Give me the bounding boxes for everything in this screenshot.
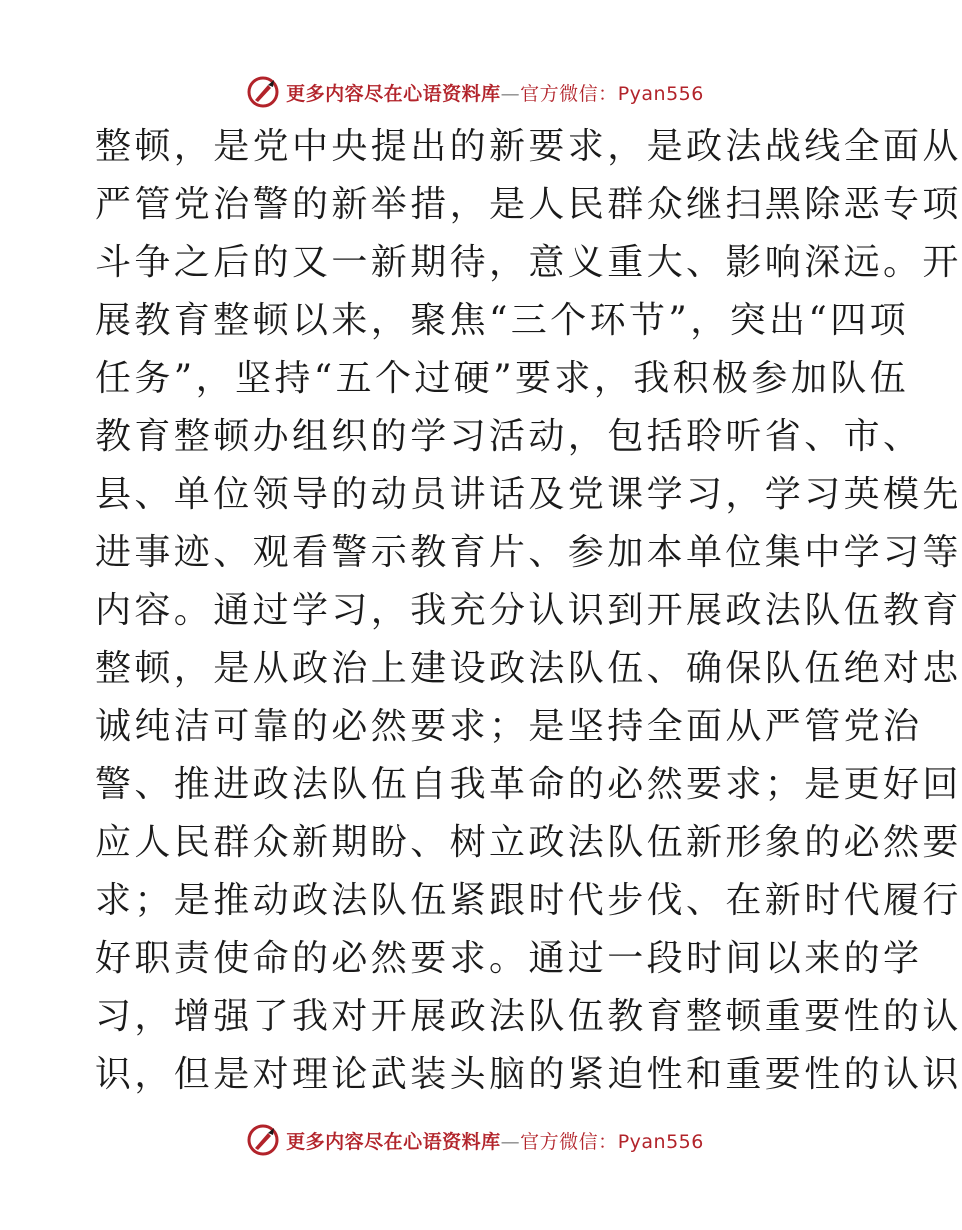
footer-banner [0, 1118, 950, 1162]
body-line: 进事迹、观看警示教育片、参加本单位集中学习等 [95, 532, 962, 573]
body-line: 整顿，是从政治上建设政法队伍、确保队伍绝对忠 [95, 648, 962, 689]
body-line: 警、推进政法队伍自我革命的必然要求；是更好回 [95, 764, 962, 805]
body-line: 教育整顿办组织的学习活动，包括聆听省、市、 [95, 416, 923, 457]
document-body [95, 118, 962, 1104]
footer-banner-text [286, 1127, 704, 1154]
body-line: 内容。通过学习，我充分认识到开展政法队伍教育 [95, 590, 962, 631]
body-line: 展教育整顿以来，聚焦“三个环节”，突出“四项 [95, 300, 910, 341]
footer-banner-dash: — [500, 1130, 521, 1153]
quill-pen-logo-icon [246, 1123, 280, 1157]
body-line: 识，但是对理论武装头脑的紧迫性和重要性的认识 [95, 1054, 962, 1095]
footer-wechat-id: Pyan556 [617, 1130, 704, 1153]
header-banner-main: 更多内容尽在心语资料库 [286, 82, 501, 105]
body-line: 斗争之后的又一新期待，意义重大、影响深远。开 [95, 242, 962, 283]
header-banner-dash: — [500, 82, 521, 105]
header-banner-text [286, 79, 704, 106]
body-line: 习，增强了我对开展政法队伍教育整顿重要性的认 [95, 996, 962, 1037]
body-line: 好职责使命的必然要求。通过一段时间以来的学 [95, 938, 923, 979]
footer-wechat-label: 官方微信： [520, 1130, 618, 1153]
body-line: 应人民群众新期盼、树立政法队伍新形象的必然要 [95, 822, 962, 863]
header-banner [0, 70, 950, 114]
body-line: 整顿，是党中央提出的新要求，是政法战线全面从 [95, 126, 962, 167]
body-line: 县、单位领导的动员讲话及党课学习，学习英模先 [95, 474, 962, 515]
body-line: 诚纯洁可靠的必然要求；是坚持全面从严管党治 [95, 706, 923, 747]
quill-pen-logo-icon [246, 75, 280, 109]
footer-banner-main: 更多内容尽在心语资料库 [286, 1130, 501, 1153]
body-line: 求；是推动政法队伍紧跟时代步伐、在新时代履行 [95, 880, 962, 921]
body-line: 严管党治警的新举措，是人民群众继扫黑除恶专项 [95, 184, 962, 225]
header-wechat-id: Pyan556 [617, 82, 704, 105]
body-line: 任务”，坚持“五个过硬”要求，我积极参加队伍 [95, 358, 910, 399]
header-wechat-label: 官方微信： [520, 82, 618, 105]
